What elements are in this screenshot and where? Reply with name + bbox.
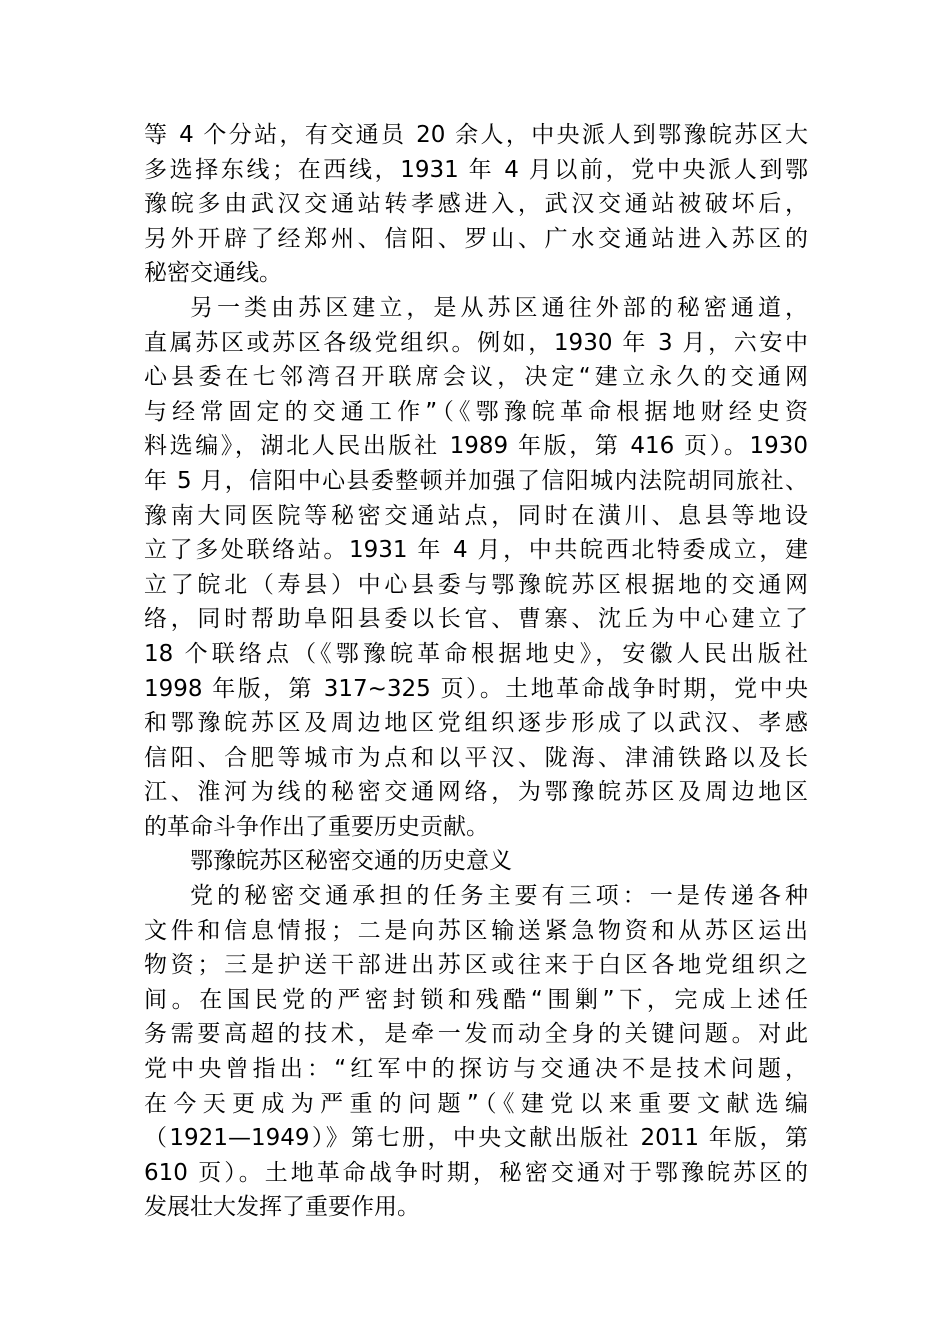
paragraph-p1 xyxy=(144,118,808,291)
text-line: 信阳、合肥等城市为点和以平汉、陇海、津浦铁路以及长 xyxy=(144,744,808,771)
text-line: 和鄂豫皖苏区及周边地区党组织逐步形成了以武汉、孝感 xyxy=(144,710,808,737)
text-line: 发展壮大发挥了重要作用。 xyxy=(144,1194,420,1221)
text-line: 江、淮河为线的秘密交通网络，为鄂豫皖苏区及周边地区 xyxy=(144,779,808,806)
text-line: 间。在国民党的严密封锁和残酷“围剿”下，完成上述任 xyxy=(144,986,808,1013)
text-line: 直属苏区或苏区各级党组织。例如，1930 年 3 月，六安中 xyxy=(144,329,808,356)
text-line: 1998 年版，第 317~325 页）。土地革命战争时期，党中央 xyxy=(144,675,808,702)
text-line: 立了皖北（寿县）中心县委与鄂豫皖苏区根据地的交通网 xyxy=(144,571,808,598)
text-line: 络，同时帮助阜阳县委以长官、曹寨、沈丘为中心建立了 xyxy=(144,606,808,633)
text-line: 年 5 月，信阳中心县委整顿并加强了信阳城内法院胡同旅社、 xyxy=(144,467,808,494)
text-line: 在今天更成为严重的问题”（《建党以来重要文献选编 xyxy=(144,1090,808,1117)
text-line: 秘密交通线。 xyxy=(144,260,282,287)
text-line: 料选编》，湖北人民出版社 1989 年版，第 416 页）。1930 xyxy=(144,433,808,460)
heading-text: 鄂豫皖苏区秘密交通的历史意义 xyxy=(190,848,512,875)
text-line: 与经常固定的交通工作”（《鄂豫皖革命根据地财经史资 xyxy=(144,398,808,425)
text-line: 务需要高超的技术，是牵一发而动全身的关键问题。对此 xyxy=(144,1021,808,1048)
text-line: 610 页）。土地革命战争时期，秘密交通对于鄂豫皖苏区的 xyxy=(144,1159,808,1186)
paragraph-p2 xyxy=(144,291,808,845)
text-line: 党中央曾指出：“红军中的探访与交通决不是技术问题， xyxy=(144,1056,808,1083)
text-line: 党的秘密交通承担的任务主要有三项：一是传递各种 xyxy=(190,883,808,910)
text-line: 文件和信息情报；二是向苏区输送紧急物资和从苏区运出 xyxy=(144,917,808,944)
text-line: 的革命斗争作出了重要历史贡献。 xyxy=(144,813,489,840)
text-line: 另外开辟了经郑州、信阳、罗山、广水交通站进入苏区的 xyxy=(144,225,808,252)
section-heading xyxy=(144,844,808,879)
document-page xyxy=(144,118,808,1225)
text-line: 多选择东线；在西线，1931 年 4 月以前，党中央派人到鄂 xyxy=(144,156,808,183)
text-line: （1921—1949）》第七册，中央文献出版社 2011 年版，第 xyxy=(144,1125,808,1152)
text-line: 等 4 个分站，有交通员 20 余人，中央派人到鄂豫皖苏区大 xyxy=(144,122,808,148)
paragraph-p3 xyxy=(144,879,808,1225)
text-line: 豫皖多由武汉交通站转孝感进入，武汉交通站被破坏后， xyxy=(144,191,808,218)
text-line: 心县委在七邻湾召开联席会议，决定“建立永久的交通网 xyxy=(144,364,808,391)
text-line: 物资；三是护送干部进出苏区或往来于白区各地党组织之 xyxy=(144,952,808,979)
text-line: 另一类由苏区建立，是从苏区通往外部的秘密通道， xyxy=(190,294,808,321)
text-line: 18 个联络点（《鄂豫皖革命根据地史》，安徽人民出版社 xyxy=(144,640,808,667)
text-line: 豫南大同医院等秘密交通站点，同时在潢川、息县等地设 xyxy=(144,502,808,529)
text-line: 立了多处联络站。1931 年 4 月，中共皖西北特委成立，建 xyxy=(144,537,808,564)
